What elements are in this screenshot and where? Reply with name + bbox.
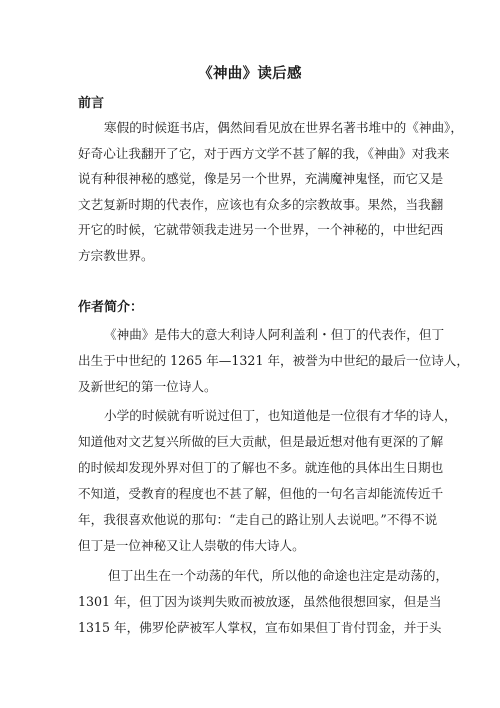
- author-heading: 作者简介：: [78, 300, 144, 315]
- preface-heading: 前言: [78, 96, 105, 111]
- author-p3-line-1: 但丁出生在一个动荡的年代，所以他的命途也注定是动荡的，: [108, 568, 449, 583]
- author-p2-line-4: 不知道，受教育的程度也不甚了解，但他的一句名言却能流传近千: [78, 486, 444, 501]
- preface-line-2: 好奇心让我翻开了它，对于西方文学不甚了解的我，《神曲》对我来: [78, 146, 450, 161]
- document-title: 《神曲》读后感: [198, 65, 302, 82]
- author-p1-line-2: 出生于中世纪的 1265 年—1321 年，被誉为中世纪的最后一位诗人，: [78, 353, 469, 368]
- author-p2-line-3: 的时候却发现外界对但丁的了解也不多。就连他的具体出生日期也: [78, 460, 444, 475]
- preface-line-3: 说有种很神秘的感觉，像是另一个世界，充满魔神鬼怪，而它又是: [78, 171, 444, 186]
- author-p3-line-2: 1301 年，但丁因为谈判失败而被放逐，虽然他很想回家，但是当: [78, 594, 442, 609]
- author-p2-line-1: 小学的时候就有听说过但丁，也知道他是一位很有才华的诗人，: [104, 408, 457, 423]
- author-p1-line-1: 《神曲》是伟大的意大利诗人阿利盖利・但丁的代表作，但丁: [104, 327, 445, 342]
- preface-line-4: 文艺复新时期的代表作，应该也有众多的宗教故事。果然，当我翻: [78, 197, 444, 212]
- author-p3-line-3: 1315 年，佛罗伦萨被军人掌权，宣布如果但丁肯付罚金，并于头: [78, 620, 442, 635]
- preface-line-1: 寒假的时候逛书店，偶然间看见放在世界名著书堆中的《神曲》，: [104, 120, 463, 135]
- author-p2-line-5: 年，我很喜欢他说的那句：“走自己的路让别人去说吧。”不得不说: [78, 512, 438, 527]
- author-p2-line-2: 知道他对文艺复兴所做的巨大贡献，但是最近想对他有更深的了解: [78, 434, 444, 449]
- author-p2-line-6: 但丁是一位神秘又让人崇敬的伟大诗人。: [78, 538, 305, 553]
- preface-line-5: 开它的时候，它就带领我走进另一个世界，一个神秘的，中世纪西: [78, 222, 444, 237]
- author-p1-line-3: 及新世纪的第一位诗人。: [78, 379, 217, 394]
- preface-line-6: 方宗教世界。: [78, 248, 154, 263]
